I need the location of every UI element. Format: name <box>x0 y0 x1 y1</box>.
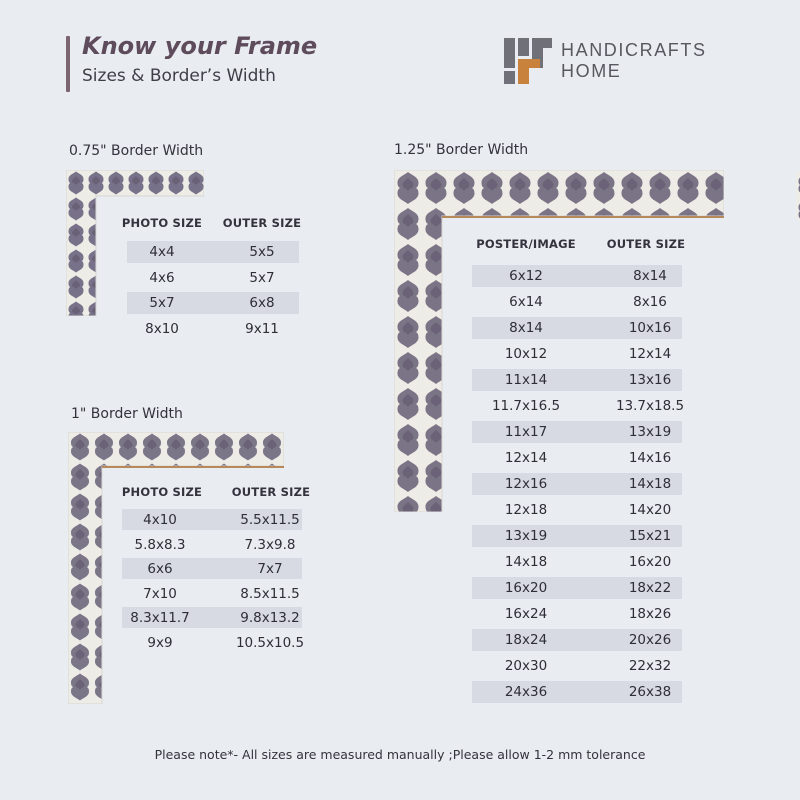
cell-outer-size: 5x7 <box>249 269 275 286</box>
cell-photo-size: 11x17 <box>504 424 548 440</box>
cell-photo-size: 5.8x8.3 <box>134 536 186 553</box>
col-header-outer-size-075: OUTER SIZE <box>222 216 302 230</box>
col-header-photo-size-075: PHOTO SIZE <box>121 216 203 230</box>
cell-photo-size: 16x24 <box>504 606 548 622</box>
cell-outer-size: 14x20 <box>628 502 672 518</box>
cell-outer-size: 20x26 <box>628 632 672 648</box>
cell-outer-size: 6x8 <box>249 295 275 311</box>
page-title: Know your Frame <box>82 32 318 60</box>
cell-photo-size: 5x7 <box>149 295 175 311</box>
cell-photo-size: 6x12 <box>509 268 543 284</box>
cell-photo-size: 13x19 <box>504 528 548 544</box>
cell-outer-size: 14x18 <box>628 476 672 492</box>
cell-outer-size: 22x32 <box>628 658 672 674</box>
cell-outer-size: 18x22 <box>628 580 672 596</box>
cell-photo-size: 24x36 <box>504 684 548 700</box>
cell-photo-size: 6x6 <box>147 561 173 577</box>
title-accent-bar <box>66 36 70 92</box>
cell-outer-size: 18x26 <box>628 606 672 622</box>
brand-name <box>561 40 707 82</box>
cell-outer-size: 5x5 <box>249 244 275 260</box>
frame-edge-partial <box>796 172 800 220</box>
cell-photo-size: 6x14 <box>509 294 543 310</box>
cell-photo-size: 7x10 <box>143 585 177 602</box>
cell-outer-size: 10.5x10.5 <box>235 634 305 651</box>
cell-outer-size: 13.7x18.5 <box>615 398 685 414</box>
col-header-photo-size-1: PHOTO SIZE <box>121 485 203 499</box>
cell-outer-size: 10x16 <box>628 320 672 336</box>
cell-photo-size: 18x24 <box>504 632 548 648</box>
cell-outer-size: 8.5x11.5 <box>240 585 300 602</box>
brand-name-line1: HANDICRAFTS <box>561 40 707 60</box>
cell-outer-size: 9x11 <box>245 320 279 337</box>
cell-photo-size: 12x16 <box>504 476 548 492</box>
cell-outer-size: 9.8x13.2 <box>240 610 300 626</box>
col-header-outer-size-1: OUTER SIZE <box>231 485 311 499</box>
cell-outer-size: 8x14 <box>633 268 667 284</box>
section-label-1: 1" Border Width <box>71 406 183 422</box>
tolerance-note: Please note*- All sizes are measured manually ;Please allow 1-2 mm tolerance <box>154 747 646 762</box>
cell-photo-size: 8x14 <box>509 320 543 336</box>
cell-photo-size: 11x14 <box>504 372 548 388</box>
cell-photo-size: 12x14 <box>504 450 548 466</box>
cell-outer-size: 15x21 <box>628 528 672 544</box>
section-label-075: 0.75" Border Width <box>69 143 204 159</box>
cell-outer-size: 12x14 <box>628 346 672 362</box>
brand-name-line2: HOME <box>561 61 622 81</box>
cell-outer-size: 7.3x9.8 <box>244 536 296 553</box>
cell-photo-size: 11.7x16.5 <box>491 398 561 414</box>
cell-outer-size: 5.5x11.5 <box>240 512 300 528</box>
cell-photo-size: 16x20 <box>504 580 548 596</box>
cell-photo-size: 8.3x11.7 <box>130 610 190 626</box>
cell-outer-size: 13x19 <box>628 424 672 440</box>
page-subtitle: Sizes & Border’s Width <box>82 66 276 86</box>
cell-outer-size: 7x7 <box>257 561 283 577</box>
section-label-125: 1.25" Border Width <box>394 142 529 158</box>
cell-photo-size: 14x18 <box>504 554 548 570</box>
cell-outer-size: 26x38 <box>628 684 672 700</box>
cell-outer-size: 14x16 <box>628 450 672 466</box>
frame-wood-edge <box>442 216 724 218</box>
col-header-poster-image-125: POSTER/IMAGE <box>476 237 576 251</box>
cell-outer-size: 16x20 <box>628 554 672 570</box>
cell-outer-size: 13x16 <box>628 372 672 388</box>
handicrafts-home-logo-icon <box>504 38 552 84</box>
cell-photo-size: 8x10 <box>145 320 179 337</box>
cell-outer-size: 8x16 <box>633 294 667 310</box>
cell-photo-size: 4x10 <box>143 512 177 528</box>
col-header-outer-size-125: OUTER SIZE <box>606 237 686 251</box>
cell-photo-size: 9x9 <box>147 634 173 651</box>
cell-photo-size: 10x12 <box>504 346 548 362</box>
cell-photo-size: 4x4 <box>149 244 175 260</box>
cell-photo-size: 4x6 <box>149 269 175 286</box>
cell-photo-size: 12x18 <box>504 502 548 518</box>
frame-wood-edge <box>102 466 284 468</box>
cell-photo-size: 20x30 <box>504 658 548 674</box>
